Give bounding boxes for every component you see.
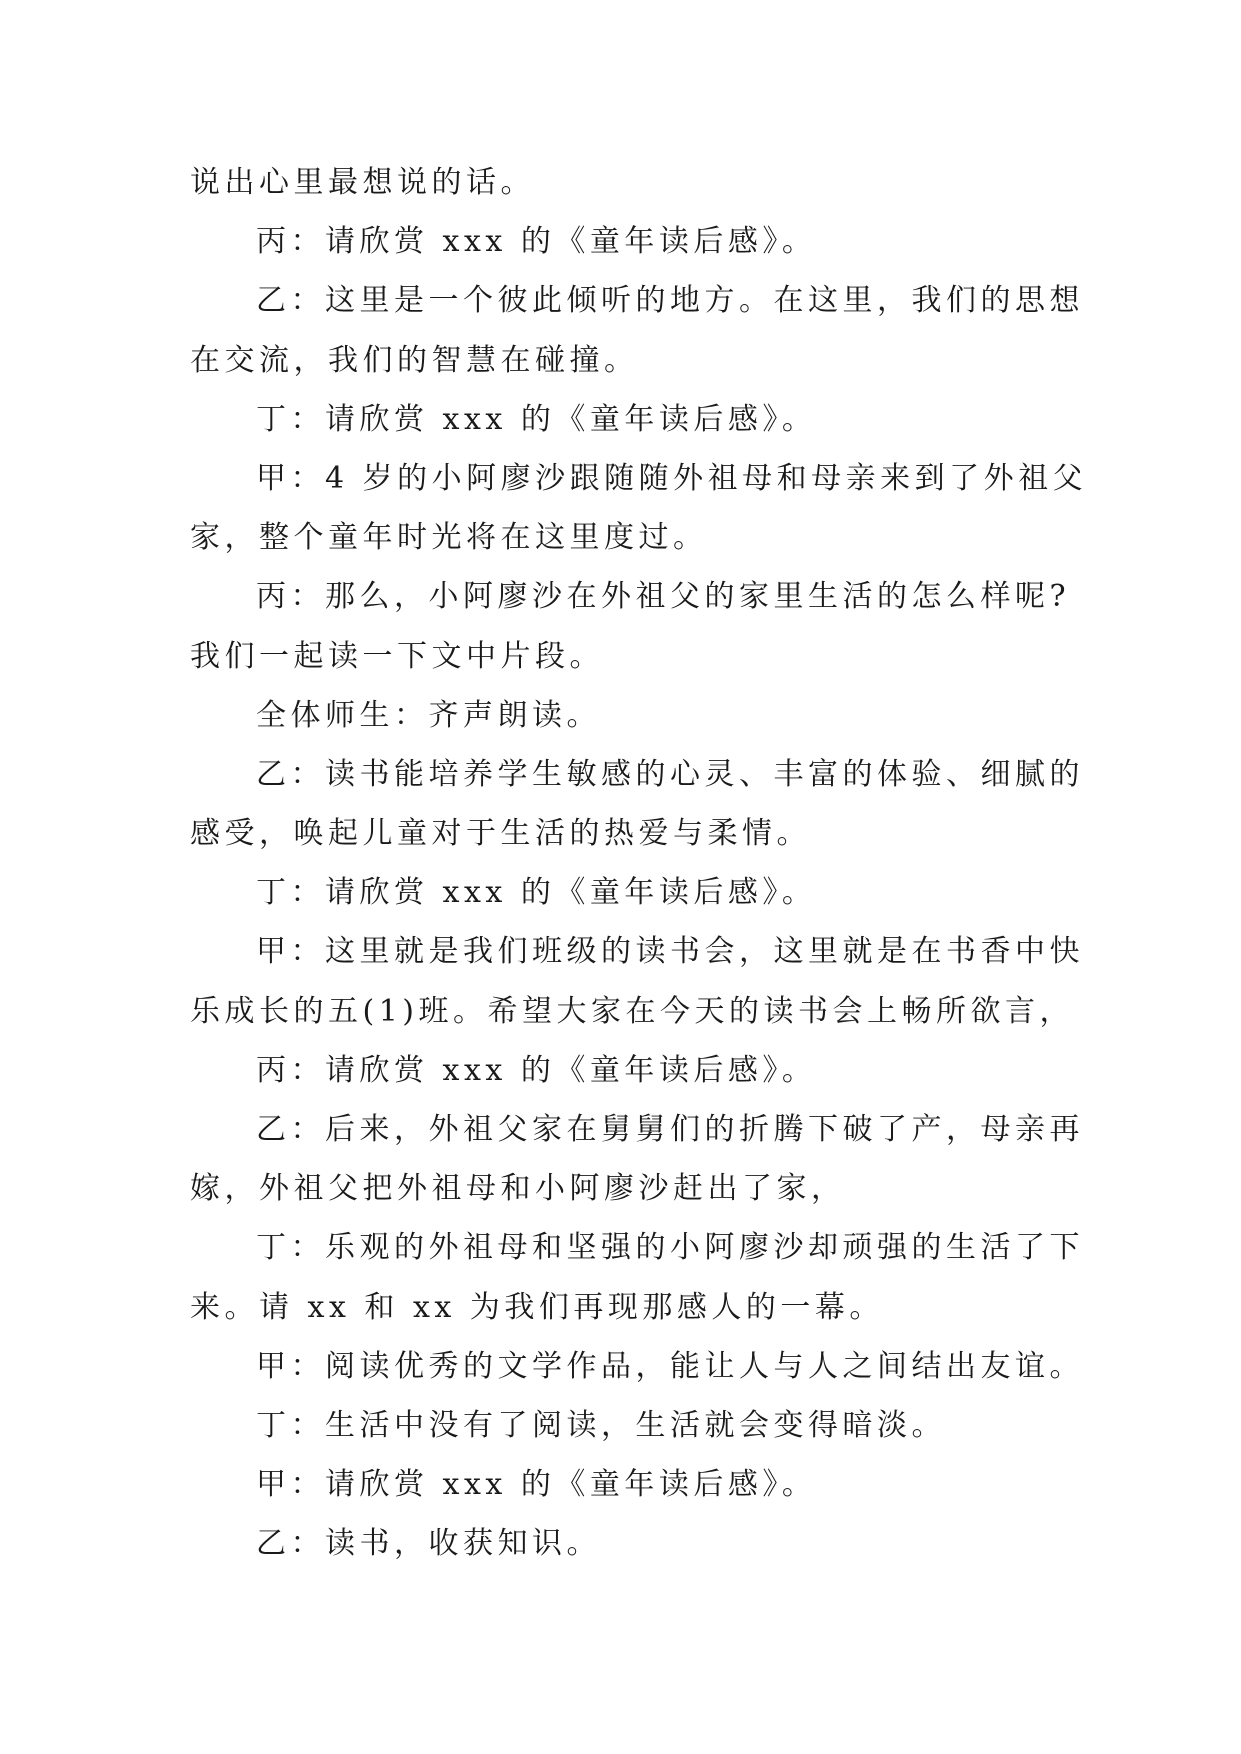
document-body <box>190 153 1088 1574</box>
text-line: 丁：请欣赏 xxx 的《童年读后感》。 <box>256 401 817 437</box>
text-line: 甲：4 岁的小阿廖沙跟随随外祖母和母亲来到了外祖父 <box>256 460 1088 496</box>
text-line: 丁：生活中没有了阅读，生活就会变得暗淡。 <box>256 1407 946 1443</box>
text-line: 乐成长的五(1)班。希望大家在今天的读书会上畅所欲言， <box>190 993 1074 1029</box>
text-line: 乙：读书，收获知识。 <box>256 1526 601 1562</box>
text-line: 丁：乐观的外祖母和坚强的小阿廖沙却顽强的生活了下 <box>256 1230 1084 1266</box>
text-line: 乙：读书能培养学生敏感的心灵、丰富的体验、细腻的 <box>256 756 1084 792</box>
text-line: 甲：阅读优秀的文学作品，能让人与人之间结出友谊。 <box>256 1348 1084 1384</box>
text-line: 乙：这里是一个彼此倾听的地方。在这里，我们的思想 <box>256 283 1084 319</box>
text-line: 甲：这里就是我们班级的读书会，这里就是在书香中快 <box>256 934 1084 970</box>
text-line: 说出心里最想说的话。 <box>190 165 535 200</box>
text-line: 家，整个童年时光将在这里度过。 <box>190 520 708 556</box>
text-line: 全体师生：齐声朗读。 <box>256 697 601 733</box>
text-line: 在交流，我们的智慧在碰撞。 <box>190 342 639 378</box>
text-line: 我们一起读一下文中片段。 <box>190 638 604 674</box>
text-line: 乙：后来，外祖父家在舅舅们的折腾下破了产，母亲再 <box>256 1112 1084 1147</box>
text-line: 丙：请欣赏 xxx 的《童年读后感》。 <box>256 224 817 260</box>
text-line: 甲：请欣赏 xxx 的《童年读后感》。 <box>256 1467 817 1503</box>
text-line: 感受，唤起儿童对于生活的热爱与柔情。 <box>190 816 811 852</box>
text-line: 丙：那么，小阿廖沙在外祖父的家里生活的怎么样呢? <box>256 579 1071 615</box>
text-line: 来。请 xx 和 xx 为我们再现那感人的一幕。 <box>190 1289 884 1325</box>
text-line: 嫁，外祖父把外祖母和小阿廖沙赶出了家， <box>190 1171 846 1207</box>
text-line: 丙：请欣赏 xxx 的《童年读后感》。 <box>256 1052 817 1088</box>
text-line: 丁：请欣赏 xxx 的《童年读后感》。 <box>256 875 817 911</box>
